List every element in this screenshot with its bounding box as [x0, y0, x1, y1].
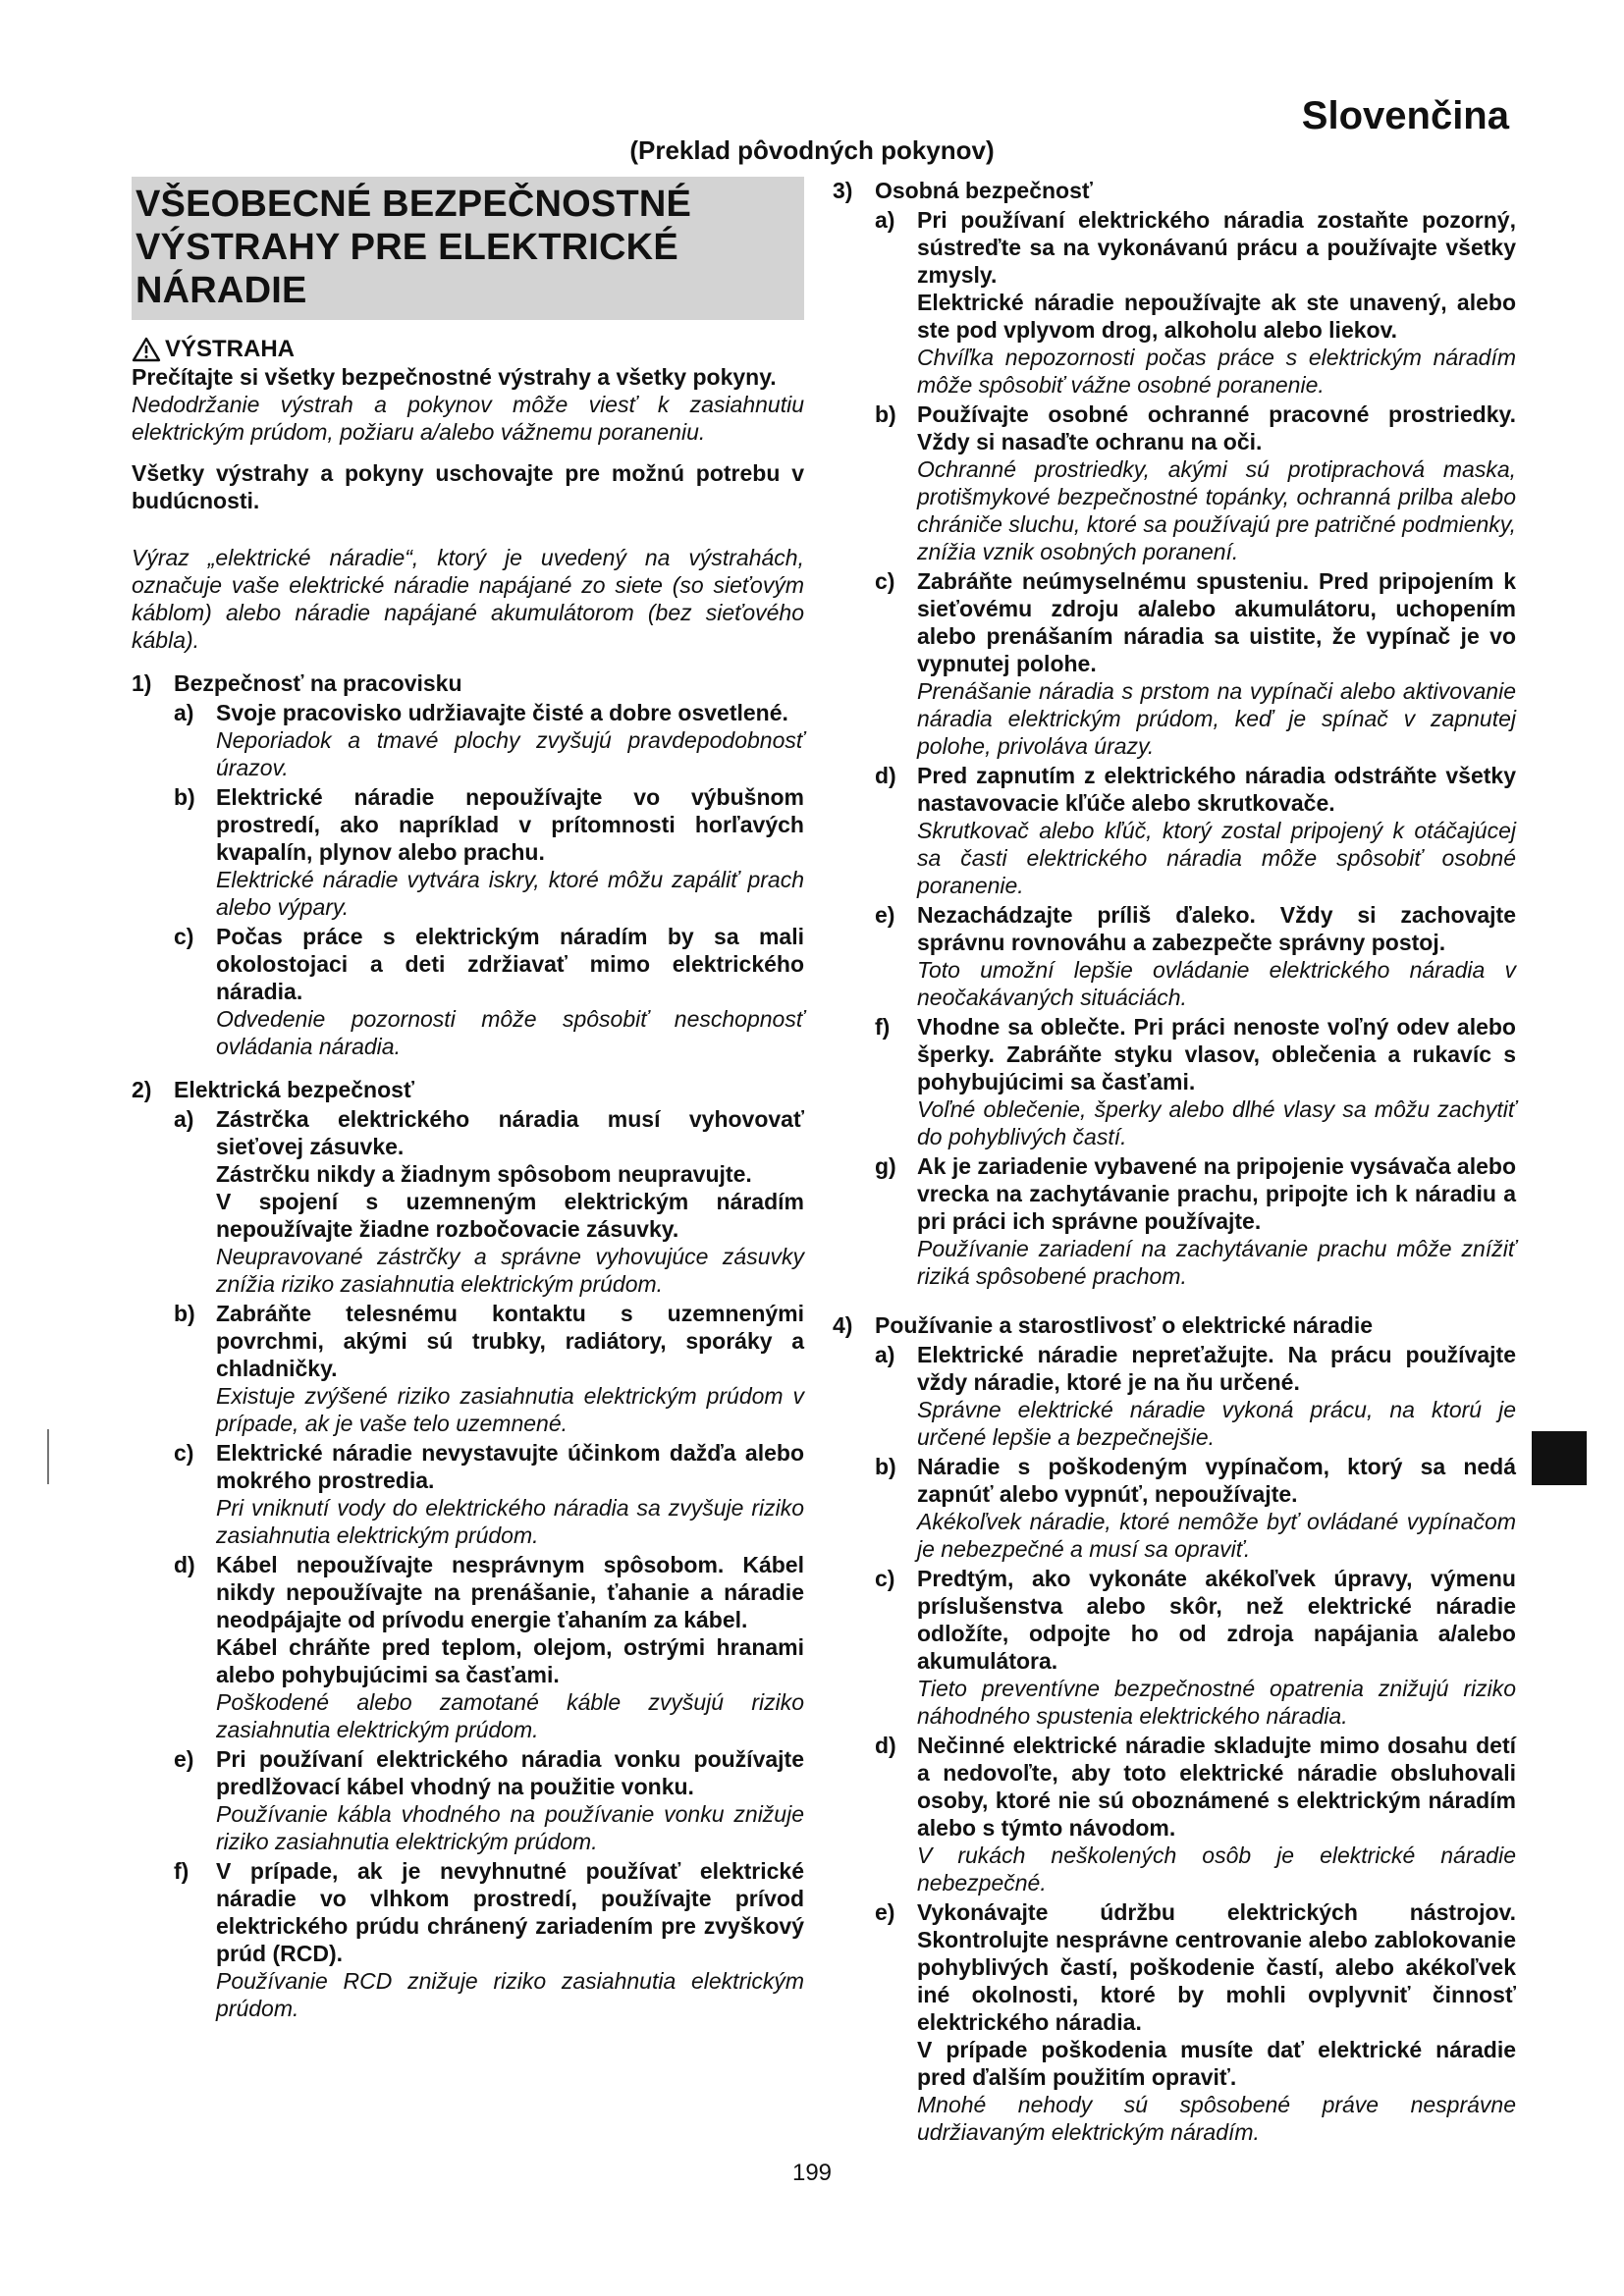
item-label: a): [875, 207, 895, 233]
left-column: [132, 177, 804, 2022]
item-italic-text: Elektrické náradie vytvára iskry, ktoré môžu zapáliť prach alebo výpary.: [216, 867, 804, 920]
list-item: [132, 1300, 804, 1437]
item-italic-text: Používanie zariadení na zachytávanie prachu môže znížiť riziká spôsobené prachom.: [917, 1236, 1516, 1289]
item-italic-text: Toto umožní lepšie ovládanie elektrického náradia v neočakávaných situáciách.: [917, 957, 1516, 1010]
item-bold-text: Používajte osobné ochranné pracovné prostriedky. Vždy si nasaďte ochranu na oči.: [917, 401, 1516, 454]
list-item: [132, 1439, 804, 1549]
item-bold-text-2: Elektrické náradie nepoužívajte ak ste unavený, alebo ste pod vplyvom drog, alkoholu alebo liekov.: [917, 290, 1516, 343]
section-2-heading: [132, 1076, 804, 1103]
item-bold-text: Svoje pracovisko udržiavajte čisté a dobre osvetlené.: [216, 700, 788, 725]
item-label: a): [174, 700, 194, 725]
title-line-1: VŠEOBECNÉ BEZPEČNOSTNÉ: [135, 184, 692, 225]
list-item: [132, 923, 804, 1060]
item-bold-text: Vykonávajte údržbu elektrických nástrojov. Skontrolujte nesprávne centrovanie alebo zablokovanie pohyblivých častí, poškodenie častí, alebo akékoľvek iné okolnosti, ktoré by mohli ovplyvniť činnosť elektrického náradia.: [917, 1899, 1516, 2035]
item-bold-text: Vhodne sa oblečte. Pri práci nenoste voľný odev alebo šperky. Zabráňte styku vlasov, oblečenia a rukavíc s pohybujúcimi sa časťami.: [917, 1014, 1516, 1095]
item-label: a): [174, 1106, 194, 1132]
warning-heading: [132, 336, 804, 363]
section-1-heading: [132, 669, 804, 697]
item-italic-text: Existuje zvýšené riziko zasiahnutia elektrickým prúdom v prípade, ak je vaše telo uzemnené.: [216, 1383, 804, 1436]
list-item: [833, 206, 1516, 399]
right-column: [833, 177, 1516, 2146]
item-bold-text: Elektrické náradie nepreťažujte. Na prácu používajte vždy náradie, ktoré je na ňu určené.: [917, 1342, 1516, 1395]
item-label: c): [875, 1566, 895, 1591]
item-label: d): [174, 1552, 195, 1577]
section-number: 2): [132, 1077, 152, 1102]
item-label: c): [174, 924, 194, 949]
item-label: c): [174, 1440, 194, 1466]
title-line-3: NÁRADIE: [135, 270, 307, 311]
definition-text: Výraz „elektrické náradie“, ktorý je uvedený na výstrahách, označuje vaše elektrické náradie napájané zo siete (so sieťovým káblom) alebo náradie napájané akumulátorom (bez sieťového kábla).: [132, 545, 804, 653]
item-italic-text: Voľné oblečenie, šperky alebo dlhé vlasy sa môžu zachytiť do pohyblivých častí.: [917, 1096, 1516, 1149]
item-label: e): [174, 1746, 194, 1772]
section-title: Osobná bezpečnosť: [875, 178, 1093, 203]
language-side-tab: [1532, 1431, 1587, 1485]
section-title: Elektrická bezpečnosť: [174, 1077, 414, 1102]
item-bold-text: Náradie s poškodeným vypínačom, ktorý sa nedá zapnúť alebo vypnúť, nepoužívajte.: [917, 1454, 1516, 1507]
section-number: 1): [132, 670, 152, 696]
item-label: e): [875, 1899, 895, 1925]
list-item: [833, 400, 1516, 565]
item-bold-text: Počas práce s elektrickým náradím by sa mali okolostojaci a deti zdržiavať mimo elektrického náradia.: [216, 924, 804, 1004]
item-bold-text-3: V spojení s uzemneným elektrickým náradím nepoužívajte žiadne rozbočovacie zásuvky.: [216, 1189, 804, 1242]
section-title: Používanie a starostlivosť o elektrické náradie: [875, 1312, 1374, 1338]
item-bold-text: Pri používaní elektrického náradia zostaňte pozorný, sústreďte sa na vykonávanú prácu a používajte všetky zmysly.: [917, 207, 1516, 288]
title-line-2: VÝSTRAHY PRE ELEKTRICKÉ: [135, 227, 678, 268]
item-italic-text: Odvedenie pozornosti môže spôsobiť neschopnosť ovládania náradia.: [216, 1006, 804, 1059]
item-bold-text: Zabráňte telesnému kontaktu s uzemnenými povrchmi, akými sú trubky, radiátory, sporáky a chladničky.: [216, 1301, 804, 1381]
item-italic-text: Chvíľka nepozornosti počas práce s elektrickým náradím môže spôsobiť vážne osobné poranenie.: [917, 345, 1516, 398]
item-italic-text: Používanie RCD znižuje riziko zasiahnutia elektrickým prúdom.: [216, 1968, 804, 2021]
item-italic-text: Ochranné prostriedky, akými sú protiprachová maska, protišmykové bezpečnostné topánky, ochranná prilba alebo chrániče sluchu, ktoré sa používajú pre patričné podmienky, znížia vznik osobných poranení.: [917, 456, 1516, 564]
item-label: b): [875, 401, 896, 427]
item-bold-text-2: V prípade poškodenia musíte dať elektrické náradie pred ďalším použitím opraviť.: [917, 2037, 1516, 2090]
item-italic-text: Akékoľvek náradie, ktoré nemôže byť ovládané vypínačom je nebezpečné a musí sa opraviť.: [917, 1509, 1516, 1562]
item-italic-text: Mnohé nehody sú spôsobené práve nesprávne udržiavaným elektrickým náradím.: [917, 2092, 1516, 2145]
section-number: 3): [833, 178, 853, 203]
list-item: [132, 1857, 804, 2022]
item-italic-text: Správne elektrické náradie vykoná prácu, na ktorú je určené lepšie a bezpečnejšie.: [917, 1397, 1516, 1450]
item-label: f): [174, 1858, 189, 1884]
item-bold-text: Elektrické náradie nepoužívajte vo výbušnom prostredí, ako napríklad v prítomnosti horľavých kvapalín, plynov alebo prachu.: [216, 784, 804, 865]
list-item: [132, 699, 804, 781]
item-bold-text-2: Zástrčku nikdy a žiadnym spôsobom neupravujte.: [216, 1161, 752, 1187]
section-title-box: [132, 177, 804, 320]
item-bold-text-2: Kábel chráňte pred teplom, olejom, ostrými hranami alebo pohybujúcimi sa časťami.: [216, 1634, 804, 1687]
item-label: d): [875, 1733, 896, 1758]
item-label: g): [875, 1153, 896, 1179]
item-label: f): [875, 1014, 891, 1040]
list-item: [132, 1551, 804, 1743]
item-label: d): [875, 763, 896, 788]
section-4-heading: [833, 1311, 1516, 1339]
language-label: Slovenčina: [1301, 94, 1509, 137]
list-item: [132, 1105, 804, 1298]
section-title: Bezpečnosť na pracovisku: [174, 670, 462, 696]
list-item: [833, 1013, 1516, 1150]
list-item: [132, 783, 804, 921]
warning-keep-text: Všetky výstrahy a pokyny uschovajte pre možnú potrebu v budúcnosti.: [132, 460, 804, 513]
translation-subtitle: (Preklad pôvodných pokynov): [629, 135, 995, 165]
warning-italic-text: Nedodržanie výstrah a pokynov môže viesť k zasiahnutiu elektrickým prúdom, požiaru a/alebo vážnemu poraneniu.: [132, 392, 804, 445]
item-bold-text: Pri používaní elektrického náradia vonku používajte predlžovací kábel vhodný na použitie vonku.: [216, 1746, 804, 1799]
item-italic-text: Poškodené alebo zamotané káble zvyšujú riziko zasiahnutia elektrickým prúdom.: [216, 1689, 804, 1742]
list-item: [833, 762, 1516, 899]
list-item: [833, 567, 1516, 760]
item-italic-text: Neupravované zástrčky a správne vyhovujúce zásuvky znížia riziko zasiahnutia elektrickým prúdom.: [216, 1244, 804, 1297]
page-number: 199: [791, 2160, 833, 2186]
item-label: e): [875, 902, 895, 928]
item-italic-text: Prenášanie náradia s prstom na vypínači alebo aktivovanie náradia elektrickým prúdom, keď je spínač v zapnutej polohe, privoláva úrazy.: [917, 678, 1516, 759]
margin-mark: [47, 1429, 49, 1484]
list-item: [132, 1745, 804, 1855]
item-label: b): [875, 1454, 896, 1479]
list-item: [833, 1152, 1516, 1290]
list-item: [833, 1732, 1516, 1896]
item-italic-text: Tieto preventívne bezpečnostné opatrenia znižujú riziko náhodného spustenia elektrického náradia.: [917, 1676, 1516, 1729]
item-italic-text: Neporiadok a tmavé plochy zvyšujú pravdepodobnosť úrazov.: [216, 727, 804, 780]
warning-triangle-icon: [132, 337, 161, 362]
item-bold-text: Ak je zariadenie vybavené na pripojenie vysávača alebo vrecka na zachytávanie prachu, pripojte ich k náradiu a pri práci ich správne používajte.: [917, 1153, 1516, 1234]
item-bold-text: Pred zapnutím z elektrického náradia odstráňte všetky nastavovacie kľúče alebo skrutkovače.: [917, 763, 1516, 816]
item-italic-text: Skrutkovač alebo kľúč, ktorý zostal pripojený k otáčajúcej sa časti elektrického náradia môže spôsobiť osobné poranenie.: [917, 818, 1516, 898]
item-bold-text: Nečinné elektrické náradie skladujte mimo dosahu detí a nedovoľte, aby toto elektrické náradie obsluhovali osoby, ktoré nie sú oboznámené s elektrickým náradím alebo s týmto návodom.: [917, 1733, 1516, 1841]
list-item: [833, 901, 1516, 1011]
list-item: [833, 1453, 1516, 1563]
item-italic-text: Pri vniknutí vody do elektrického náradia sa zvyšuje riziko zasiahnutia elektrickým prúdom.: [216, 1495, 804, 1548]
item-bold-text: Kábel nepoužívajte nesprávnym spôsobom. Kábel nikdy nepoužívajte na prenášanie, ťahanie a náradie neodpájajte od prívodu energie ťahaním za kábel.: [216, 1552, 804, 1632]
warning-bold-text: Prečítajte si všetky bezpečnostné výstrahy a všetky pokyny.: [132, 364, 777, 390]
list-item: [833, 1898, 1516, 2146]
item-label: b): [174, 784, 195, 810]
item-bold-text: Zabráňte neúmyselnému spusteniu. Pred pripojením k sieťovému zdroju a/alebo akumulátoru, uchopením alebo prenášaním náradia sa uistite, že vypínač je vo vypnutej polohe.: [917, 568, 1516, 676]
item-label: a): [875, 1342, 895, 1367]
section-3-heading: [833, 177, 1516, 204]
item-label: b): [174, 1301, 195, 1326]
item-italic-text: V rukách neškolených osôb je elektrické náradie nebezpečné.: [917, 1842, 1516, 1896]
item-bold-text: Zástrčka elektrického náradia musí vyhovovať sieťovej zásuvke.: [216, 1106, 804, 1159]
item-bold-text: Nezachádzajte príliš ďaleko. Vždy si zachovajte správnu rovnováhu a zabezpečte správny postoj.: [917, 902, 1516, 955]
item-label: c): [875, 568, 895, 594]
warning-label: VÝSTRAHA: [165, 336, 296, 362]
list-item: [833, 1565, 1516, 1730]
item-bold-text: Elektrické náradie nevystavujte účinkom dažďa alebo mokrého prostredia.: [216, 1440, 804, 1493]
item-bold-text: V prípade, ak je nevyhnutné používať elektrické náradie vo vlhkom prostredí, používajte prívod elektrického prúdu chránený zariadením pre zvyškový prúd (RCD).: [216, 1858, 804, 1966]
item-italic-text: Používanie kábla vhodného na používanie vonku znižuje riziko zasiahnutia elektrickým prúdom.: [216, 1801, 804, 1854]
item-bold-text: Predtým, ako vykonáte akékoľvek úpravy, výmenu príslušenstva alebo skôr, než elektrické náradie odložíte, odpojte ho od zdroja napájania a/alebo akumulátora.: [917, 1566, 1516, 1674]
section-number: 4): [833, 1312, 853, 1338]
list-item: [833, 1341, 1516, 1451]
